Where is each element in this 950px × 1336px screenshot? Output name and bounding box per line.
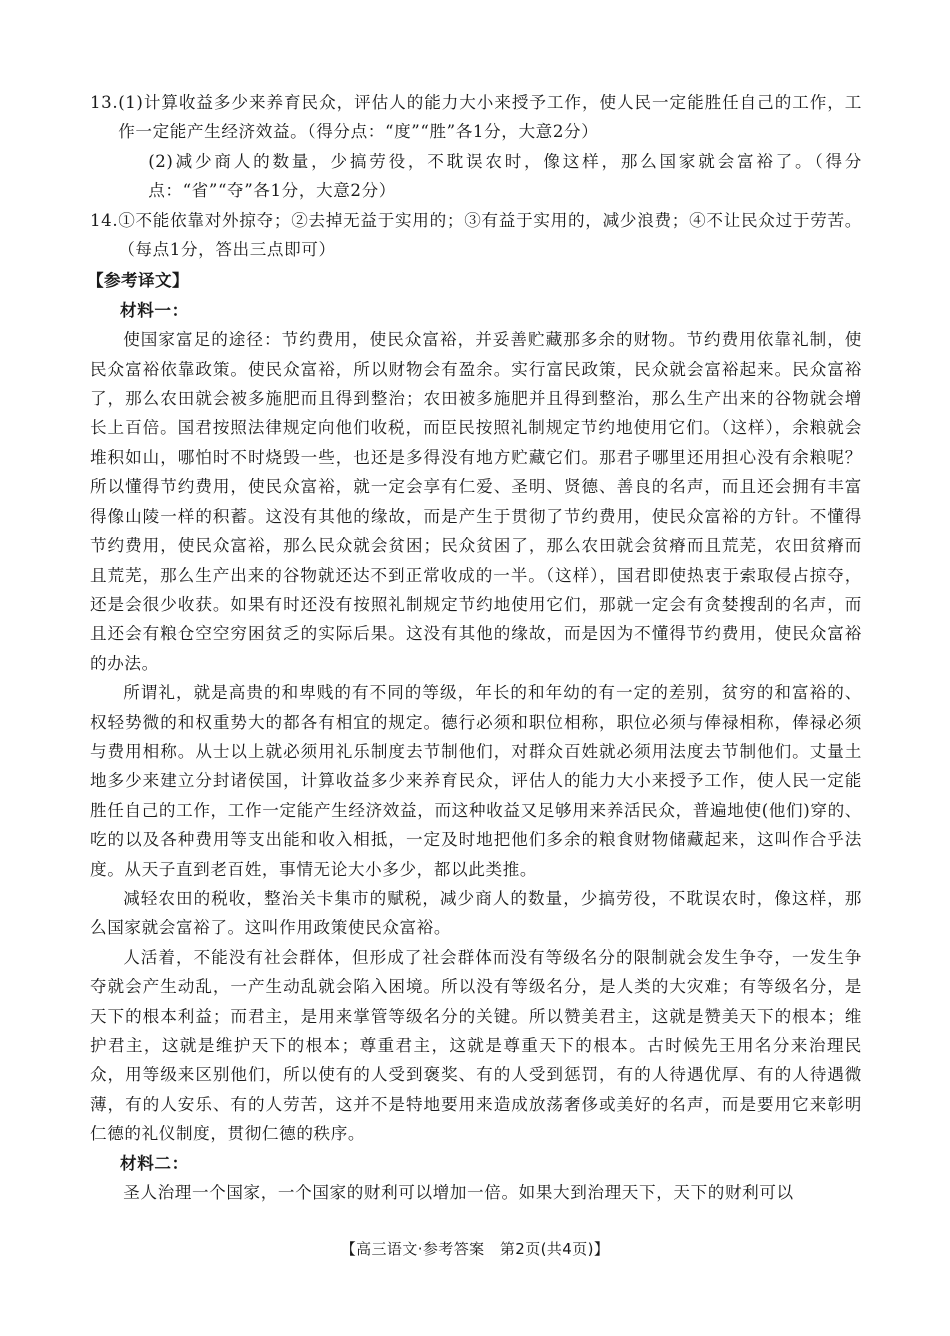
- answer-14: [90, 206, 862, 265]
- answer-part: (2)减少商人的数量，少搞劳役，不耽误农时，像这样，那么国家就会富裕了。（得分点：“省”“夺”各1分，大意2分）: [148, 151, 862, 201]
- answer-part: ①不能依靠对外掠夺；②去掉无益于实用的；③有益于实用的，减少浪费；④不让民众过于劳苦。（每点1分，答出三点即可）: [118, 210, 862, 260]
- answer-13: [90, 88, 862, 206]
- answer-number: 14.: [90, 210, 119, 230]
- answer-number: 13.: [90, 93, 119, 112]
- material-label: 材料一：: [120, 300, 189, 320]
- answer-body: [118, 88, 862, 206]
- page-footer: 【高三语文·参考答案 第2页(共4页)】: [340, 1240, 610, 1258]
- paragraph: 圣人治理一个国家，一个国家的财利可以增加一倍。如果大到治理天下，天下的财利可以: [123, 1183, 794, 1203]
- paragraph: 使国家富足的途径：节约费用，使民众富裕，并妥善贮藏那多余的财物。节约费用依靠礼制，使民众富裕依靠政策。使民众富裕，所以财物会有盈余。实行富民政策，民众就会富裕起来。民众富裕了，那么农田就会被多施肥而且得到整治；农田被多施肥并且得到整治，那么生产出来的谷物就会增长上百倍。国君按照法律规定向他们收税，而臣民按照礼制规定节约地使用它们。（这样），余粮就会堆积如山，哪怕时不时烧毁一些，也还是多得没有地方贮藏它们。那君子哪里还用担心没有余粮呢？所以懂得节约费用，使民众富裕，就一定会享有仁爱、圣明、贤德、善良的名声，而且还会拥有丰富得像山陵一样的积蓄。这没有其他的缘故，而是产生于贯彻了节约费用，使民众富裕的方针。不懂得节约费用，使民众富裕，那么民众就会贫困；民众贫困了，那么农田就会贫瘠而且荒芜，农田贫瘠而且荒芜，那么生产出来的谷物就还达不到正常收成的一半。（这样），国君即使热衷于索取侵占掠夺，还是会很少收获。如果有时还没有按照礼制规定节约地使用它们，那就一定会有贪婪搜刮的名声，而且还会有粮仓空空穷困贫乏的实际后果。这没有其他的缘故，而是因为不懂得节约费用，使民众富裕的办法。: [90, 330, 862, 673]
- paragraph: 所谓礼，就是高贵的和卑贱的有不同的等级，年长的和年幼的有一定的差别，贫穷的和富裕的、权轻势微的和权重势大的都各有相宜的规定。德行必须和职位相称，职位必须与俸禄相称，俸禄必须与费用相称。从士以上就必须用礼乐制度去节制他们，对群众百姓就必须用法度去节制他们。丈量土地多少来建立分封诸侯国，计算收益多少来养育民众，评估人的能力大小来授予工作，使人民一定能胜任自己的工作，工作一定能产生经济效益，而这种收益又足够用来养活民众，普遍地使(他们)穿的、吃的以及各种费用等支出能和收入相抵，一定及时地把他们多余的粮食财物储藏起来，这叫作合乎法度。从天子直到老百姓，事情无论大小多少，都以此类推。: [90, 683, 862, 879]
- page-content: [87, 88, 862, 1207]
- paragraph: 减轻农田的税收，整治关卡集市的赋税，减少商人的数量，少搞劳役，不耽误农时，像这样，那么国家就会富裕了。这叫作用政策使民众富裕。: [90, 888, 862, 938]
- paragraph: 人活着，不能没有社会群体，但形成了社会群体而没有等级名分的限制就会发生争夺，一发生争夺就会产生动乱，一产生动乱就会陷入困境。所以没有等级名分，是人类的大灾难；有等级名分，是天下的根本利益；而君主，是用来掌管等级名分的关键。所以赞美君主，这就是赞美天下的根本；维护君主，这就是维护天下的根本；尊重君主，这就是尊重天下的根本。古时候先王用名分来治理民众，用等级来区别他们，所以使有的人受到褒奖、有的人受到惩罚，有的人待遇优厚、有的人待遇微薄，有的人安乐、有的人劳苦，这并不是特地要用来造成放荡奢侈或美好的名声，而是要用它来彰明仁德的礼仪制度，贯彻仁德的秩序。: [90, 947, 862, 1144]
- translation-heading: 【参考译文】: [87, 271, 189, 291]
- answer-part: (1)计算收益多少来养育民众，评估人的能力大小来授予工作，使人民一定能胜任自己的工作，工作一定能产生经济效益。（得分点：“度”“胜”各1分，大意2分）: [118, 93, 862, 142]
- answer-body: [118, 206, 862, 265]
- material-label: 材料二：: [120, 1153, 189, 1173]
